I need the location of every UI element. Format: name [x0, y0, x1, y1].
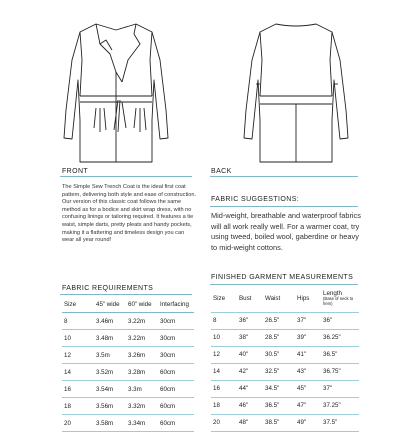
finished-measurements-table — [211, 286, 359, 432]
divider-fabric-requirements — [60, 294, 192, 295]
table-row — [62, 381, 194, 398]
cell: 10 — [213, 334, 220, 341]
front-coat-illustration — [56, 20, 176, 170]
table-row — [62, 313, 194, 330]
cell: 43" — [297, 368, 307, 375]
cell: 32.5" — [265, 368, 280, 375]
cell: 16 — [213, 385, 220, 392]
cell: 30cm — [160, 317, 176, 325]
cell: 30cm — [160, 334, 176, 342]
cell: 20 — [64, 419, 71, 427]
cell: 41" — [297, 351, 307, 358]
cell: 36.5" — [265, 402, 280, 409]
cell: 60cm — [160, 402, 176, 410]
cell: 3.54m — [96, 385, 114, 393]
cell: 3.46m — [96, 317, 114, 325]
cell: 30.5" — [265, 351, 280, 358]
cell: 3.26m — [128, 351, 146, 359]
cell: 40" — [239, 351, 249, 358]
divider-front — [60, 176, 192, 177]
fabric-requirements-title: FABRIC REQUIREMENTS — [62, 285, 154, 292]
cell: 42" — [239, 368, 249, 375]
table-row — [211, 414, 359, 431]
col-hips: Hips — [297, 295, 310, 303]
cell: 14 — [213, 368, 220, 375]
divider-back — [210, 176, 358, 177]
cell: 37" — [297, 317, 307, 324]
col-waist: Waist — [265, 295, 281, 303]
cell: 3.48m — [96, 334, 114, 342]
table-row — [211, 397, 359, 414]
col-interfacing: Interfacing — [160, 300, 189, 308]
cell: 12 — [213, 351, 220, 358]
table-row — [62, 364, 194, 381]
cell: 3.32m — [128, 402, 146, 410]
col-bust: Bust — [239, 295, 252, 303]
front-label: FRONT — [62, 168, 89, 175]
cell: 8 — [213, 317, 217, 324]
finished-measurements-title: FINISHED GARMENT MEASUREMENTS — [211, 274, 354, 281]
cell: 36" — [323, 317, 333, 324]
cell: 36.75" — [323, 368, 341, 375]
cell: 39" — [297, 334, 307, 341]
fabric-suggestions-title: FABRIC SUGGESTIONS: — [211, 196, 300, 203]
back-label: BACK — [211, 168, 232, 175]
cell: 44" — [239, 385, 249, 392]
cell: 3.56m — [96, 402, 114, 410]
table-row — [211, 346, 359, 363]
cell: 3.22m — [128, 334, 146, 342]
cell: 30cm — [160, 351, 176, 359]
cell: 49" — [297, 419, 307, 426]
cell: 60cm — [160, 419, 176, 427]
cell: 28.5" — [265, 334, 280, 341]
cell: 48" — [239, 419, 249, 426]
cell: 12 — [64, 351, 71, 359]
col-length-note: (Base of neck to hem) — [323, 296, 354, 307]
cell: 36.5" — [323, 351, 338, 358]
table-row — [211, 363, 359, 380]
col-60-wide: 60" wide — [128, 300, 152, 308]
divider-fabric-suggestions — [210, 206, 358, 207]
cell: 8 — [64, 317, 68, 325]
divider-finished-measurements — [210, 284, 358, 285]
table-row — [62, 347, 194, 364]
cell: 3.5m — [96, 351, 110, 359]
cell: 37.25" — [323, 402, 341, 409]
fabric-suggestions-text: Mid-weight, breathable and waterproof fabrics will all work really well. For a warmer coat, try using tweed, boiled wool, gaberdine or heavy to mid-weight cottons. — [211, 211, 361, 252]
front-description: The Simple Sew Trench Coat is the ideal first coat pattern, delivering both style and ease of construction. Our version of this classic coat follows the same method as for a bodice and skirt wrap dress, with no confusing linings or tailoring required. It features a tie waist, simple darts, pretty pleats and handy pockets, making it a flattering and timeless design you can wear all year round! — [62, 184, 197, 244]
cell: 47" — [297, 402, 307, 409]
table-header-row — [211, 286, 359, 312]
cell: 18 — [64, 402, 71, 410]
cell: 16 — [64, 385, 71, 393]
col-length-label: Length — [323, 290, 342, 298]
cell: 45" — [297, 385, 307, 392]
table-row — [211, 312, 359, 329]
cell: 38" — [239, 334, 249, 341]
cell: 26.5" — [265, 317, 280, 324]
cell: 3.28m — [128, 368, 146, 376]
cell: 18 — [213, 402, 220, 409]
table-row — [62, 398, 194, 415]
cell: 38.5" — [265, 419, 280, 426]
col-size: Size — [64, 300, 77, 308]
cell: 36.25" — [323, 334, 341, 341]
table-row — [211, 380, 359, 397]
cell: 34.5" — [265, 385, 280, 392]
cell: 60cm — [160, 368, 176, 376]
col-length — [321, 286, 359, 312]
table-row — [62, 415, 194, 432]
cell: 10 — [64, 334, 71, 342]
cell: 3.34m — [128, 419, 146, 427]
cell: 3.3m — [128, 385, 142, 393]
table-row — [62, 330, 194, 347]
cell: 3.22m — [128, 317, 146, 325]
fabric-requirements-table — [62, 296, 194, 432]
cell: 20 — [213, 419, 220, 426]
cell: 14 — [64, 368, 71, 376]
table-header-row — [62, 296, 194, 313]
cell: 36" — [239, 317, 249, 324]
cell: 46" — [239, 402, 249, 409]
cell: 3.52m — [96, 368, 114, 376]
table-row — [211, 329, 359, 346]
cell: 37" — [323, 385, 333, 392]
cell: 60cm — [160, 385, 176, 393]
back-coat-illustration — [236, 20, 356, 170]
cell: 37.5" — [323, 419, 338, 426]
col-size: Size — [213, 295, 226, 303]
cell: 3.58m — [96, 419, 114, 427]
col-45-wide: 45" wide — [96, 300, 120, 308]
